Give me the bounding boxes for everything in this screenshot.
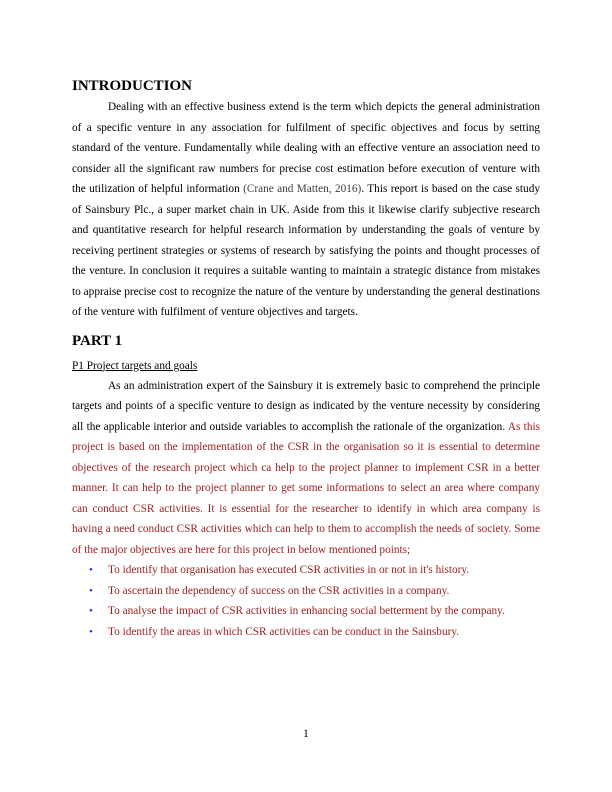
list-item-text: To analyse the impact of CSR activities in enhancing social betterment by the company. xyxy=(108,605,505,618)
list-item-text: To identify the areas in which CSR activities can be conduct in the Sainsbury. xyxy=(108,626,460,639)
citation: (Crane and Matten, 2016) xyxy=(243,183,362,195)
intro-text-a: Dealing with an effective business extend is the term which depicts the general administration of a specific venture in any association for fulfilment of specific objectives and focus by setting standard of the venture. Fundamentally while dealing with an effective venture an association need to consider all the significant raw numbers for precise cost estimation before execution of venture with the utilization of helpful information xyxy=(72,101,540,195)
list-item-text: To identify that organisation has executed CSR activities in or not in it's history. xyxy=(108,564,470,576)
bullet-icon: • xyxy=(89,605,93,618)
list-item xyxy=(72,581,540,602)
list-item xyxy=(72,560,540,581)
p1-paragraph xyxy=(72,376,540,561)
page-number: 1 xyxy=(303,728,309,740)
introduction-paragraph xyxy=(72,97,540,323)
p1-subheading: P1 Project targets and goals xyxy=(72,359,198,372)
part1-heading: PART 1 xyxy=(72,332,123,349)
p1-text-red: As this project is based on the implementation of the CSR in the organisation so it is essential to determine objectives of the research project which ca help to the project planner to implement CSR in a better manner. It can help to the project planner to get some informations to select an area where company can conduct CSR activities. It is essential for the researcher to identify in which area company is having a need conduct CSR activities which can help to them to accomplish the needs of society. Some of the major objectives are here for this project in below mentioned points; xyxy=(72,420,540,556)
list-item xyxy=(72,622,540,643)
list-item-text: To ascertain the dependency of success on the CSR activities in a company. xyxy=(108,584,450,597)
introduction-heading: INTRODUCTION xyxy=(72,78,193,94)
bullet-icon: • xyxy=(89,626,93,639)
intro-text-b: . This report is based on the case study of Sainsbury Plc., a super market chain in UK. Aside from this it likewise clarify subjective research and quantitative research for helpful research information by understanding the goals of venture by receiving pertinent strategies or systems of research by satisfying the points and thought processes of the venture. In conclusion it requires a suitable wanting to maintain a strategic distance from mistakes to appraise precise cost to recognize the nature of the venture by understanding the general destinations of the venture with fulfilment of venture objectives and targets. xyxy=(72,183,540,318)
p1-text-black: As an administration expert of the Sainsbury it is extremely basic to comprehend the principle targets and points of a specific venture to design as indicated by the venture necessity by considering all the applicable interior and outside variables to accomplish the rationale of the organization. xyxy=(72,379,540,433)
objectives-list xyxy=(72,560,540,643)
bullet-icon: • xyxy=(89,584,93,597)
list-item xyxy=(72,601,540,622)
page-content xyxy=(72,75,540,643)
bullet-icon: • xyxy=(89,564,93,576)
